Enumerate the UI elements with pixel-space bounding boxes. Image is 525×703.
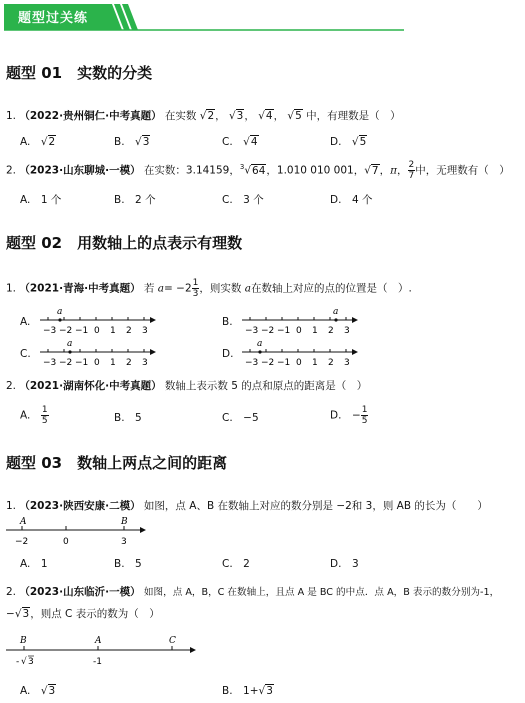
option-value: 2: [243, 558, 250, 570]
question-text: 在数轴上对应的点的位置是（ ）.: [251, 282, 412, 295]
tick-label: 3: [142, 358, 148, 368]
option-letter: B.: [114, 194, 125, 206]
tick-label: 3: [28, 657, 34, 667]
question-text: ，则点 C 表示的数为（ ）: [30, 608, 160, 620]
option-d[interactable]: [330, 192, 372, 207]
option-letter: B.: [114, 412, 125, 424]
numerator: 1: [361, 405, 368, 415]
point-label: a: [257, 339, 263, 349]
fraction: [41, 405, 49, 426]
radicand: 64: [252, 164, 266, 177]
tick-label: −2: [261, 326, 275, 336]
variable: a: [157, 282, 165, 295]
radicand: 5: [295, 110, 302, 122]
option-value: 5: [135, 412, 142, 424]
tick-label: 2: [126, 358, 132, 368]
tick-label: 2: [328, 358, 334, 368]
option-a[interactable]: A. √3: [20, 685, 56, 697]
question-text: 如图，点 A，B，C 在数轴上，且点 A 是 BC 的中点．点 A，B 表示的数分别为-1，: [143, 587, 500, 598]
denominator: 5: [41, 416, 48, 426]
option-value: −5: [243, 412, 259, 424]
radicand: 4: [265, 110, 273, 122]
radicand: 3: [266, 685, 273, 697]
tick-label: 0: [296, 326, 302, 336]
section-title-03: 题型 03 数轴上两点之间的距离: [6, 454, 228, 472]
option-letter: A.: [20, 558, 31, 570]
equation: = −2: [164, 282, 192, 295]
question-01-1: 1. （2022·贵州铜仁·中考真题） 在实数 √2， √3， √4， √5 中，有理数是（ ）: [6, 110, 401, 122]
question-number: 1.: [6, 500, 17, 512]
option-a[interactable]: [20, 192, 61, 207]
option-c[interactable]: C. √4: [222, 136, 258, 148]
tick-label: −1: [75, 326, 89, 336]
question-source: （2023·陕西安康·二模）: [19, 500, 141, 512]
option-d[interactable]: [330, 556, 359, 571]
tick-label: 0: [296, 358, 302, 368]
option-letter: A.: [20, 194, 31, 206]
point-label: a: [67, 339, 73, 349]
question-number: 2.: [6, 586, 17, 598]
tick-label: −1: [277, 358, 291, 368]
denominator: 5: [361, 416, 368, 426]
denominator: 3: [192, 289, 199, 299]
option-letter: A.: [20, 136, 31, 148]
tick-label: 3: [142, 326, 148, 336]
question-02-1: [6, 278, 412, 299]
numerator: 2: [408, 160, 415, 170]
option-d[interactable]: D. √5: [330, 136, 367, 148]
tick-label: 1: [110, 326, 116, 336]
option-a[interactable]: A.: [20, 316, 31, 328]
tick-label: 3: [121, 537, 127, 547]
option-b[interactable]: [114, 556, 142, 571]
question-number: 1.: [6, 110, 17, 122]
tick-label: 0: [94, 326, 100, 336]
question-text: 数轴上表示数 5 的点和原点的距离是（ ）: [164, 380, 368, 392]
question-text: 在实数: [164, 110, 197, 122]
variable: a: [244, 282, 251, 295]
sign: −: [6, 608, 15, 620]
option-prefix: 1+: [243, 685, 259, 697]
option-letter: D.: [330, 409, 342, 422]
option-letter: C.: [222, 412, 233, 424]
option-letter: A.: [20, 685, 31, 697]
question-number: 2.: [6, 380, 17, 392]
tick-label: 1: [312, 358, 318, 368]
radicand: 5: [359, 136, 367, 148]
tick-label: −3: [245, 358, 259, 368]
tick-label: −3: [43, 358, 57, 368]
option-c[interactable]: [222, 556, 250, 571]
tick-label: 0: [94, 358, 100, 368]
option-letter: A.: [20, 409, 31, 422]
section-title-01: 题型 01 实数的分类: [6, 64, 153, 82]
tick-label: 2: [126, 326, 132, 336]
question-source: （2023·山东临沂·一模）: [19, 586, 141, 598]
tick-label: −2: [59, 326, 73, 336]
tick-label: −1: [75, 358, 89, 368]
question-number: 2.: [6, 164, 17, 177]
tick-label: -1: [93, 657, 102, 667]
option-value: 2 个: [135, 194, 156, 206]
option-b[interactable]: B. 1+√3: [222, 685, 273, 697]
figure-ab-number-line: [0, 514, 200, 550]
question-text: 如图，点 A、B 在数轴上对应的数分别是 −2和 3，则 AB 的长为（ ）: [143, 500, 488, 512]
tick-label: 1: [110, 358, 116, 368]
number-line-d: [242, 339, 358, 368]
option-b[interactable]: B.: [222, 316, 233, 328]
option-letter: B.: [114, 136, 125, 148]
point-a: [258, 350, 261, 353]
question-01-2: 2. （2023·山东聊城·一模） 在实数：3.14159，$^3$√64，1.010 010 001，√7，π， $\frac{2}{7}$ 中，无理数有（ ）: [6, 160, 510, 181]
point-a: [334, 318, 337, 321]
tick-label: −3: [43, 326, 57, 336]
question-02-2: [6, 378, 367, 393]
tick-label: −2: [15, 537, 29, 547]
tick-sign: -: [16, 657, 20, 667]
option-b[interactable]: [114, 192, 156, 207]
tick-label: 0: [63, 537, 69, 547]
option-letter: B.: [222, 685, 233, 697]
option-letter: D.: [330, 136, 342, 148]
question-number: 1.: [6, 282, 17, 295]
number-line-b: [242, 307, 358, 336]
option-c[interactable]: C.: [20, 348, 31, 360]
point-a: [58, 318, 61, 321]
point-label: a: [57, 307, 63, 317]
section-title-02: 题型 02 用数轴上的点表示有理数: [6, 234, 243, 252]
sqrt-icon: √: [21, 657, 27, 667]
point-label-a: A: [95, 636, 102, 646]
radicand: 7: [371, 164, 379, 177]
option-letter: D.: [330, 194, 342, 206]
number-line-c: [40, 339, 156, 368]
point-label: a: [333, 307, 339, 317]
question-text: ，1.010 010 001，: [266, 164, 365, 177]
question-03-2: [6, 584, 499, 599]
option-letter: D.: [330, 558, 342, 570]
option-c[interactable]: [222, 410, 259, 425]
question-03-1: [6, 498, 488, 513]
radicand: 2: [207, 110, 215, 122]
tick-label: 1: [312, 326, 318, 336]
pi-symbol: π: [390, 164, 398, 177]
question-03-2-line2: −√3，则点 C 表示的数为（ ）: [6, 608, 160, 620]
radicand: 3: [236, 110, 244, 122]
radicand: 3: [22, 608, 30, 620]
option-letter: C.: [222, 194, 233, 206]
tick-label: 3: [344, 326, 350, 336]
option-value: 1 个: [40, 194, 62, 206]
option-b[interactable]: B. √3: [114, 136, 150, 148]
point-label-b: B: [20, 636, 27, 646]
option-value: 3 个: [243, 194, 264, 206]
option-value: 4 个: [351, 194, 373, 206]
point-label-a: A: [20, 517, 27, 527]
point-label-b: B: [121, 517, 128, 527]
tick-label: −3: [245, 326, 259, 336]
option-a[interactable]: [20, 556, 48, 571]
radicand: 3: [48, 685, 56, 697]
radicand: 3: [142, 136, 150, 148]
tick-label: −1: [277, 326, 291, 336]
question-source: （2021·湖南怀化·中考真题）: [19, 380, 162, 392]
tick-label: −2: [261, 358, 275, 368]
question-text: ，则实数: [199, 282, 242, 295]
question-text: 中，无理数有（ ）: [415, 164, 510, 177]
tick-label: 2: [328, 326, 334, 336]
option-a[interactable]: [20, 405, 49, 426]
option-c[interactable]: [222, 192, 264, 207]
option-d[interactable]: [330, 405, 368, 426]
numerator: 1: [192, 278, 199, 288]
option-b[interactable]: [114, 410, 142, 425]
option-value: 1: [40, 558, 48, 570]
denominator: 7: [408, 171, 415, 181]
radicand: 4: [250, 136, 258, 148]
number-line-options: [0, 300, 525, 378]
radicand: 2: [48, 136, 56, 148]
banner-title: 题型过关练: [18, 11, 89, 26]
option-value: 3: [351, 558, 359, 570]
option-letter: C.: [222, 136, 233, 148]
tick-label: −2: [59, 358, 73, 368]
option-letter: C.: [222, 558, 233, 570]
question-source: （2023·山东聊城·一模）: [19, 164, 141, 177]
sign: −: [351, 409, 361, 422]
question-source: （2021·青海·中考真题）: [19, 282, 141, 295]
question-source: （2022·贵州铜仁·中考真题）: [19, 110, 162, 122]
figure-bac-number-line: [0, 628, 220, 670]
option-letter: B.: [114, 558, 125, 570]
question-text: 中，有理数是（ ）: [306, 110, 401, 122]
point-label-c: C: [169, 636, 176, 646]
fraction: [361, 405, 369, 426]
option-value: 5: [135, 558, 142, 570]
option-a[interactable]: A. √2: [20, 136, 56, 148]
point-a: [68, 350, 71, 353]
numerator: 1: [41, 405, 48, 415]
number-line-a: [40, 307, 156, 336]
question-text: 若: [143, 282, 155, 295]
section-banner: [0, 0, 525, 36]
option-d[interactable]: D.: [222, 348, 234, 360]
question-text: 在实数：3.14159，: [143, 164, 240, 177]
tick-label: 3: [344, 358, 350, 368]
